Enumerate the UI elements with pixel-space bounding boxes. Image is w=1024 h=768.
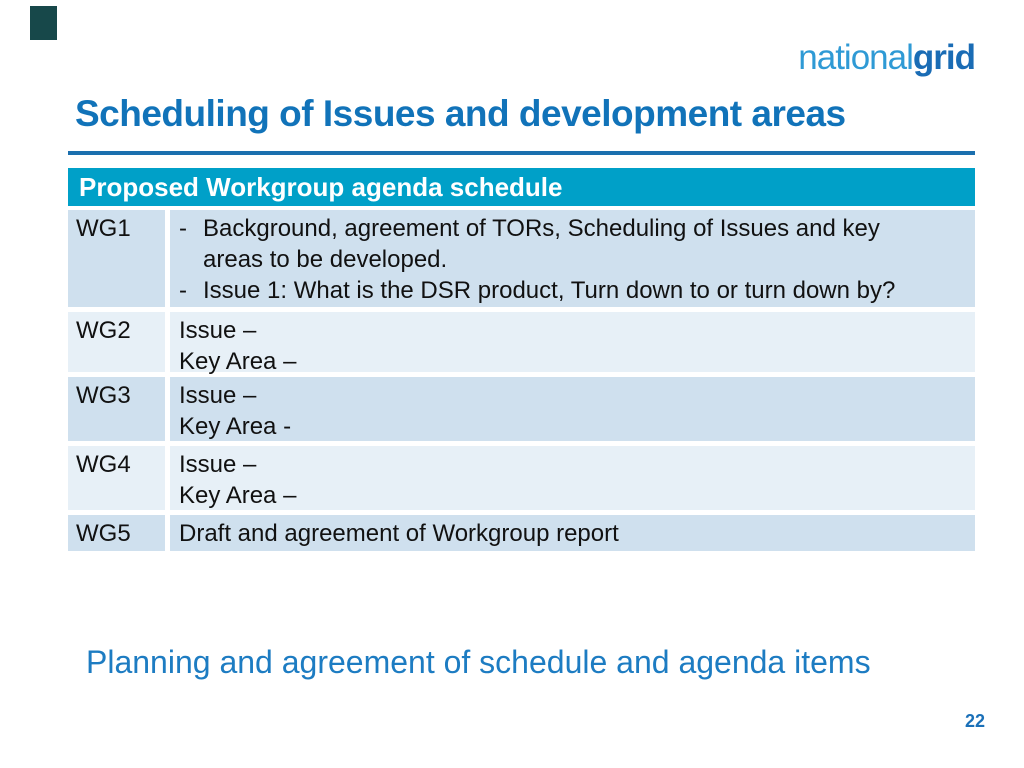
content-line: Key Area –: [179, 348, 297, 375]
content-line: Key Area –: [179, 482, 297, 509]
bullet-text: Background, agreement of TORs, Scheduling of Issues and key: [203, 215, 880, 242]
row-label: WG2: [68, 312, 165, 372]
page-title: Scheduling of Issues and development areas: [75, 93, 846, 134]
row-content: [170, 210, 975, 307]
row-content: [170, 515, 975, 551]
table-row-wg3: [68, 377, 975, 441]
page-number: 22: [964, 711, 985, 731]
agenda-table: [68, 168, 975, 551]
table-row-wg5: [68, 515, 975, 551]
title-underline: [68, 151, 975, 155]
bullet-dash: [179, 244, 203, 275]
bullet-line: [179, 275, 975, 306]
row-content: [170, 377, 975, 441]
bullet-line: [179, 213, 975, 244]
bullet-dash: -: [179, 277, 187, 304]
row-label: WG1: [68, 210, 165, 307]
footer-message: Planning and agreement of schedule and agenda items: [86, 644, 871, 680]
bullet-line: [179, 244, 975, 275]
row-label: WG3: [68, 377, 165, 441]
row-content: [170, 446, 975, 510]
brand-color-tab: [30, 6, 57, 40]
logo-text-national: national: [798, 38, 913, 77]
row-label: WG5: [68, 515, 165, 551]
content-line: Issue –: [179, 451, 257, 478]
row-content: [170, 312, 975, 375]
table-row-wg4: [68, 446, 975, 510]
table-row-wg1: [68, 210, 975, 307]
content-line: Draft and agreement of Workgroup report: [179, 520, 619, 547]
bullet-dash: -: [179, 215, 187, 242]
row-label: WG4: [68, 446, 165, 510]
bullet-text: areas to be developed.: [203, 246, 448, 273]
nationalgrid-logo: [798, 38, 975, 78]
table-header: Proposed Workgroup agenda schedule: [68, 168, 975, 206]
content-line: Issue –: [179, 317, 257, 344]
table-row-wg2: [68, 312, 975, 375]
bullet-text: Issue 1: What is the DSR product, Turn down to or turn down by?: [203, 277, 896, 304]
logo-text-grid: grid: [912, 38, 975, 77]
content-line: Key Area -: [179, 413, 292, 440]
content-line: Issue –: [179, 382, 257, 409]
